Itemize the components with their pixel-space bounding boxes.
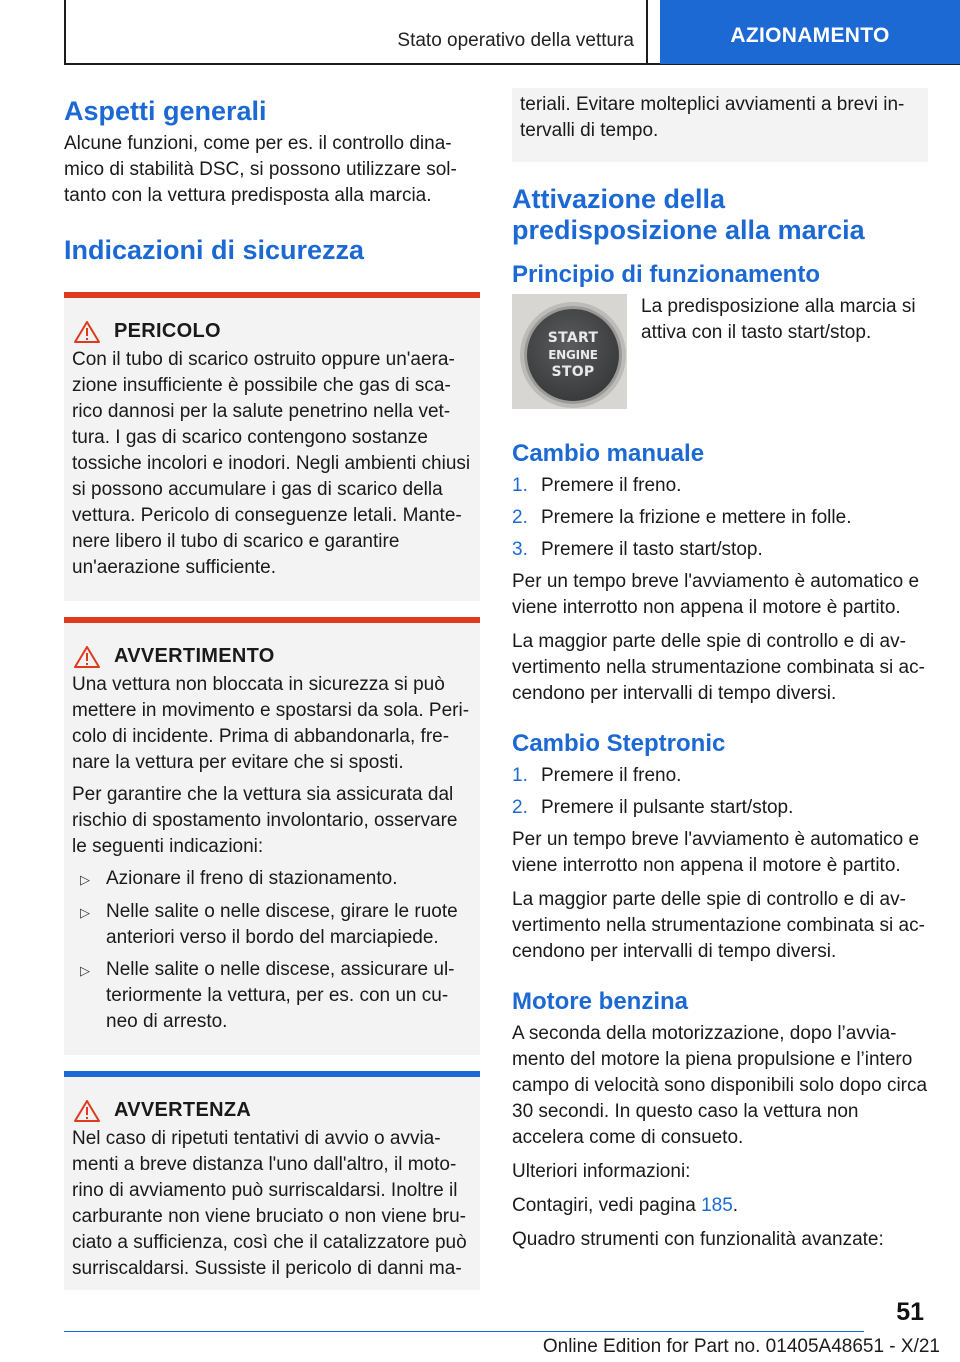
- list-item: [512, 795, 928, 821]
- heading-principio: Principio di funzionamento: [512, 261, 820, 288]
- button-label-engine: ENGINE: [548, 347, 598, 362]
- notice-text-continued: teriali. Evitare molteplici avviamenti a brevi intervalli di tempo.: [520, 94, 905, 141]
- notice-title-row: [72, 1099, 472, 1122]
- notice-text: Nel caso di ripetuti tentativi di avvio o avviamenti a breve distanza l'uno dall'altro, il motorino di avviamento può surriscaldarsi. Inoltre il carburante non viene bruciato o non viene bruciato a sufficienza, così che il catalizzatore può surriscaldarsi. Sussiste il pericolo di danni ma-: [72, 1128, 467, 1279]
- step-number: 3.: [512, 539, 528, 560]
- heading-attivazione: Attivazione della predisposizione alla marcia: [512, 184, 865, 245]
- step-text: Premere il freno.: [541, 475, 682, 496]
- danger-title: PERICOLO: [114, 320, 221, 342]
- button-label-stop: STOP: [551, 363, 595, 380]
- heading-cambio-manuale: Cambio manuale: [512, 440, 705, 467]
- warning-triangle-icon: [74, 321, 100, 343]
- manuale-text-1: Per un tempo breve l'avviamento è automatico e viene interrotto non appena il motore è partito.: [512, 571, 920, 618]
- danger-text: Con il tubo di scarico ostruito oppure un'aerazione insufficiente è possibile che gas di scarico dannosi per la salute penetrino nella vettura. I gas di scarico contengono sostanze tossiche incolori e inodori. Negli ambienti chiusi si possono accumulare i gas di scarico della vettura. Pericolo di conseguenze letali. Mantenere libero il tubo di scarico e garantire un'aerazione sufficiente.: [72, 349, 471, 578]
- step-text: Premere il freno.: [541, 765, 682, 786]
- heading-indicazioni-sicurezza: Indicazioni di sicurezza: [64, 235, 365, 265]
- step-text: Premere la frizione e mettere in folle.: [541, 507, 852, 528]
- start-stop-icon: [524, 306, 622, 404]
- warning-triangle-icon: [74, 646, 100, 668]
- step-text: Premere il pulsante start/stop.: [541, 797, 794, 818]
- warning-title: AVVERTIMENTO: [114, 645, 275, 667]
- list-item: [512, 473, 928, 499]
- triangle-right-icon: ▷: [80, 905, 90, 920]
- triangle-right-icon: ▷: [80, 872, 90, 887]
- step-text: Premere il tasto start/stop.: [541, 539, 763, 560]
- list-item: [512, 505, 928, 531]
- list-item: [512, 537, 928, 563]
- triangle-right-icon: ▷: [80, 963, 90, 978]
- principio-text: La predisposizione alla marcia si attiva con il tasto start/stop.: [641, 296, 916, 343]
- list-item: [80, 866, 472, 893]
- warning-box: [64, 617, 480, 1055]
- step-number: 2.: [512, 507, 528, 528]
- list-item: [512, 763, 928, 789]
- section-title: Stato operativo della vettura: [397, 30, 634, 51]
- step-number: 2.: [512, 797, 528, 818]
- steptronic-text-1: Per un tempo breve l'avviamento è automatico e viene interrotto non appena il motore è partito.: [512, 829, 920, 876]
- aspetti-text: Alcune funzioni, come per es. il controllo dinamico di stabilità DSC, si possono utilizzare soltanto con la vettura predisposta alla marcia.: [64, 133, 457, 206]
- step-number: 1.: [512, 765, 528, 786]
- start-stop-button-image: [512, 294, 627, 409]
- bullet-text: Azionare il freno di stazionamento.: [106, 868, 398, 889]
- chapter-tab[interactable]: AZIONAMENTO: [660, 0, 960, 64]
- danger-title-row: [72, 320, 472, 343]
- page-link[interactable]: 185: [701, 1195, 733, 1216]
- bullet-text: Nelle salite o nelle discese, assicurare ulteriormente la vettura, per es. con un cuneo di arresto.: [106, 959, 455, 1032]
- more-info-label: Ulteriori informazioni:: [512, 1161, 691, 1182]
- notice-box: [64, 1071, 480, 1290]
- header-left-divider: [64, 0, 66, 64]
- contagiri-suffix: .: [732, 1195, 739, 1216]
- footer-rule: [64, 1331, 864, 1332]
- page-number: 51: [896, 1298, 924, 1326]
- left-column: [64, 96, 480, 1290]
- contagiri-prefix: Contagiri, vedi pagina: [512, 1195, 702, 1216]
- notice-box-continued: [512, 88, 928, 162]
- list-item: [80, 957, 472, 1035]
- heading-motore-benzina: Motore benzina: [512, 988, 689, 1015]
- header-right-divider: [646, 0, 648, 64]
- list-item: [80, 899, 472, 951]
- benzina-text: A seconda della motorizzazione, dopo l’avviamento del motore la piena propulsione e l’intero campo di velocità sono disponibili solo dopo circa 30 secondi. In questo caso la vettura non accelera come di consueto.: [512, 1023, 928, 1148]
- heading-aspetti-generali: Aspetti generali: [64, 96, 267, 126]
- manuale-text-2: La maggior parte delle spie di controllo e di avvertimento nella strumentazione combinata si accendono per intervalli di tempo diversi.: [512, 631, 925, 704]
- danger-box: [64, 292, 480, 601]
- principio-row: [512, 294, 928, 409]
- contagiri-reference: [512, 1193, 928, 1219]
- button-label-start: START: [547, 329, 599, 346]
- warning-text-1: Una vettura non bloccata in sicurezza si può mettere in movimento e spostarsi da sola. Pericolo di incidente. Prima di abbandonarla, frenare la vettura per evitare che si sposti.: [72, 674, 470, 773]
- quadro-strumenti-text: Quadro strumenti con funzionalità avanzate:: [512, 1229, 884, 1250]
- notice-title: AVVERTENZA: [114, 1099, 252, 1121]
- steptronic-text-2: La maggior parte delle spie di controllo e di avvertimento nella strumentazione combinata si accendono per intervalli di tempo diversi.: [512, 889, 925, 962]
- footer-edition: Online Edition for Part no. 01405A48651 - X/21: [542, 1336, 940, 1357]
- heading-cambio-steptronic: Cambio Steptronic: [512, 730, 726, 757]
- bullet-text: Nelle salite o nelle discese, girare le ruote anteriori verso il bordo del marciapiede.: [106, 901, 458, 948]
- warning-text-2: Per garantire che la vettura sia assicurata dal rischio di spostamento involontario, osservare le seguenti indicazioni:: [72, 784, 458, 857]
- warning-title-row: [72, 645, 472, 668]
- right-column: [512, 96, 928, 1261]
- step-number: 1.: [512, 475, 528, 496]
- warning-triangle-icon: [74, 1100, 100, 1122]
